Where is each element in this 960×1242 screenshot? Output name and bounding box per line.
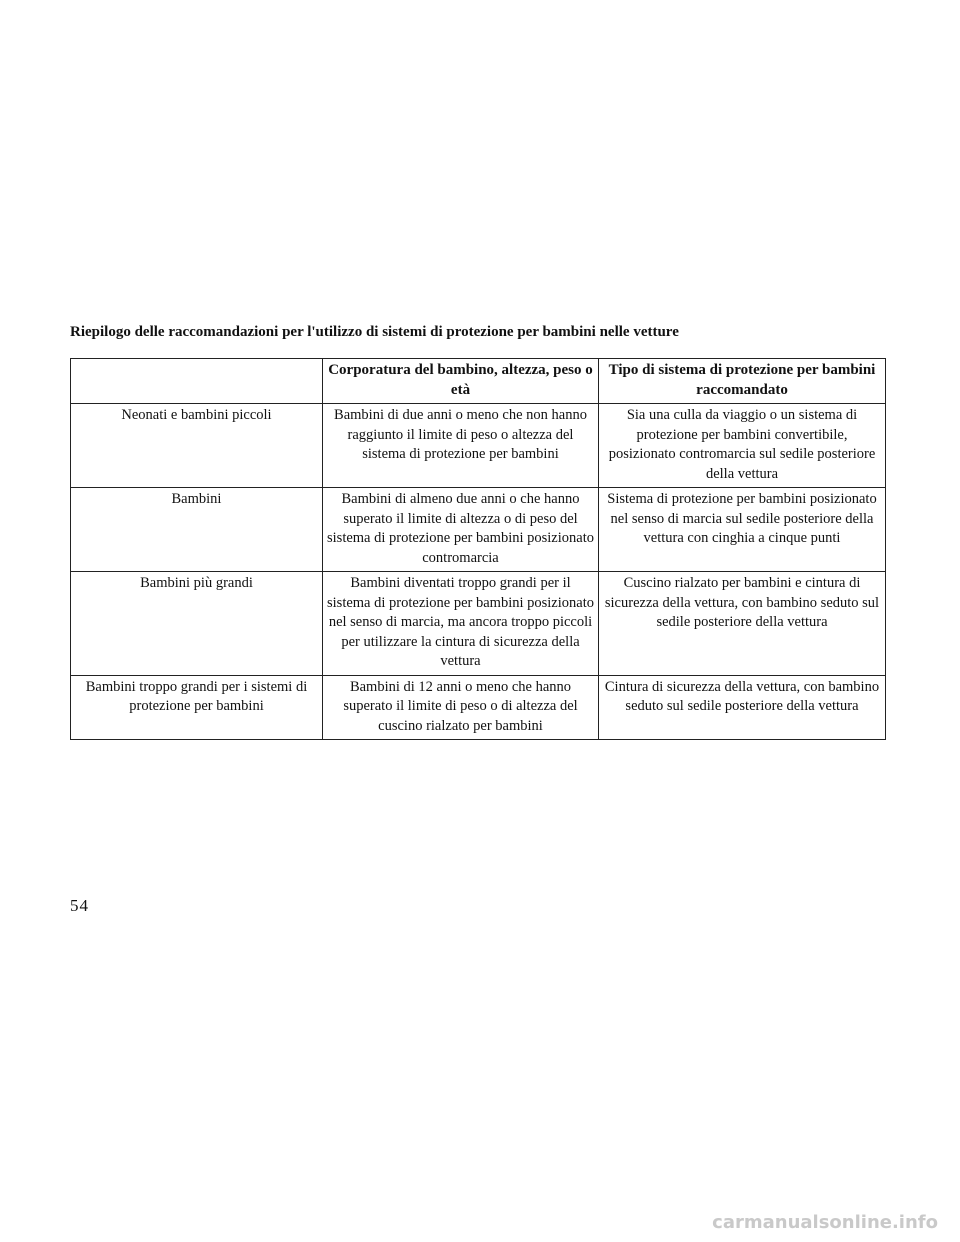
header-cell-restraint-type: Tipo di sistema di protezione per bambini raccomandato (599, 359, 886, 404)
watermark: carmanualsonline.info (712, 1212, 938, 1233)
table-row (71, 404, 886, 488)
cell-category: Bambini più grandi (71, 572, 323, 676)
page-number: 54 (70, 896, 89, 915)
cell-child-size: Bambini di almeno due anni o che hanno superato il limite di altezza o di peso del sistema di protezione per bambini posizionato contromarcia (323, 488, 599, 572)
cell-child-size: Bambini di due anni o meno che non hanno raggiunto il limite di peso o altezza del sistema di protezione per bambini (323, 404, 599, 488)
table-row (71, 675, 886, 740)
cell-category: Bambini troppo grandi per i sistemi di protezione per bambini (71, 675, 323, 740)
header-cell-category (71, 359, 323, 404)
header-cell-child-size: Corporatura del bambino, altezza, peso o età (323, 359, 599, 404)
table-header-row (71, 359, 886, 404)
child-restraint-summary-table (70, 358, 886, 740)
table-row (71, 488, 886, 572)
cell-category: Neonati e bambini piccoli (71, 404, 323, 488)
cell-restraint-type: Sistema di protezione per bambini posizionato nel senso di marcia sul sedile posteriore della vettura con cinghia a cinque punti (599, 488, 886, 572)
table-row (71, 572, 886, 676)
table-title: Riepilogo delle raccomandazioni per l'utilizzo di sistemi di protezione per bambini nelle vetture (70, 324, 679, 340)
cell-restraint-type: Cintura di sicurezza della vettura, con bambino seduto sul sedile posteriore della vettura (599, 675, 886, 740)
cell-restraint-type: Cuscino rialzato per bambini e cintura di sicurezza della vettura, con bambino seduto sul sedile posteriore della vettura (599, 572, 886, 676)
cell-category: Bambini (71, 488, 323, 572)
cell-child-size: Bambini diventati troppo grandi per il sistema di protezione per bambini posizionato nel senso di marcia, ma ancora troppo piccoli per utilizzare la cintura di sicurezza della vettura (323, 572, 599, 676)
cell-child-size: Bambini di 12 anni o meno che hanno superato il limite di peso o di altezza del cuscino rialzato per bambini (323, 675, 599, 740)
cell-restraint-type: Sia una culla da viaggio o un sistema di protezione per bambini convertibile, posizionato contromarcia sul sedile posteriore della vettura (599, 404, 886, 488)
